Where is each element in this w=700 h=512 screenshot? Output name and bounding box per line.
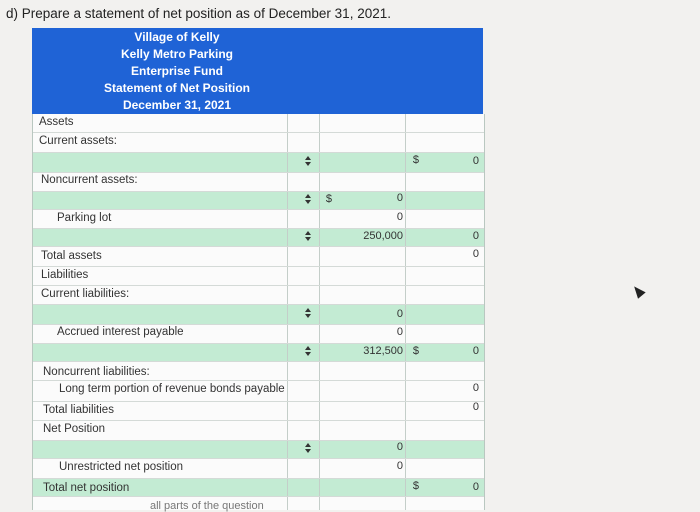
parking-lot-value[interactable]: 250,000 bbox=[363, 230, 403, 242]
mouse-cursor-icon bbox=[630, 283, 645, 299]
statement-header bbox=[32, 28, 483, 114]
header-fund-type: Enterprise Fund bbox=[130, 64, 223, 78]
current-assets-label: Current assets: bbox=[39, 135, 117, 147]
footer-hint: all parts of the question bbox=[150, 500, 264, 512]
current-liabilities-label: Current liabilities: bbox=[41, 288, 130, 300]
total-net-position-label: Total net position bbox=[43, 482, 130, 494]
header-statement-title: Statement of Net Position bbox=[103, 81, 250, 95]
nca-value-2[interactable]: 0 bbox=[396, 211, 403, 223]
ca-total-dollar: $ bbox=[412, 154, 419, 166]
ncl-value-1[interactable]: 0 bbox=[472, 382, 479, 394]
ncl-value-2[interactable]: 0 bbox=[472, 401, 479, 413]
accrued-interest-value[interactable]: 312,500 bbox=[363, 345, 403, 357]
total-assets-label: Total assets bbox=[41, 250, 102, 262]
net-position-heading: Net Position bbox=[43, 423, 106, 435]
total-assets-value-1[interactable]: 0 bbox=[472, 230, 479, 242]
accrued-account-select[interactable] bbox=[303, 345, 313, 359]
np-value-2[interactable]: 0 bbox=[396, 460, 403, 472]
current-liab-account-select[interactable] bbox=[303, 307, 313, 321]
accrued-dollar: $ bbox=[412, 345, 419, 357]
ca-total-value[interactable]: 0 bbox=[472, 155, 479, 167]
current-assets-account-select[interactable] bbox=[303, 155, 313, 169]
long-term-bonds-label: Long term portion of revenue bonds payable bbox=[59, 383, 285, 395]
total-cl-value[interactable]: 0 bbox=[472, 345, 479, 357]
accrued-interest-label: Accrued interest payable bbox=[57, 326, 184, 338]
unrestricted-label: Unrestricted net position bbox=[59, 461, 184, 473]
header-date: December 31, 2021 bbox=[122, 98, 232, 112]
parking-lot-label: Parking lot bbox=[57, 212, 112, 224]
net-position-row-bg bbox=[33, 440, 484, 458]
total-liabilities-label: Total liabilities bbox=[43, 404, 114, 416]
noncurrent-assets-label: Noncurrent assets: bbox=[41, 174, 138, 186]
question-prompt: d) Prepare a statement of net position as of December 31, 2021. bbox=[6, 6, 391, 21]
noncurrent-assets-account-select[interactable] bbox=[303, 193, 313, 207]
current-liab-row-bg bbox=[33, 304, 484, 324]
header-fund-name: Kelly Metro Parking bbox=[120, 47, 234, 61]
parking-account-select[interactable] bbox=[303, 230, 313, 244]
cl-value-1[interactable]: 0 bbox=[396, 308, 403, 320]
nca-value-1[interactable]: 0 bbox=[396, 192, 403, 204]
net-position-account-select[interactable] bbox=[303, 442, 313, 456]
total-net-position-value[interactable]: 0 bbox=[472, 481, 479, 493]
liabilities-heading: Liabilities bbox=[41, 269, 89, 281]
cl-value-2[interactable]: 0 bbox=[396, 326, 403, 338]
parking-row-bg bbox=[33, 228, 484, 246]
assets-heading: Assets bbox=[39, 116, 74, 128]
nca-dollar: $ bbox=[325, 193, 332, 205]
total-assets-value-2[interactable]: 0 bbox=[472, 248, 479, 260]
statement-table bbox=[32, 114, 485, 510]
noncurrent-liabilities-label: Noncurrent liabilities: bbox=[43, 366, 150, 378]
header-entity: Village of Kelly bbox=[134, 30, 220, 44]
np-value-1[interactable]: 0 bbox=[396, 441, 403, 453]
noncurrent-row-bg bbox=[33, 191, 484, 209]
tnp-dollar: $ bbox=[412, 480, 419, 492]
